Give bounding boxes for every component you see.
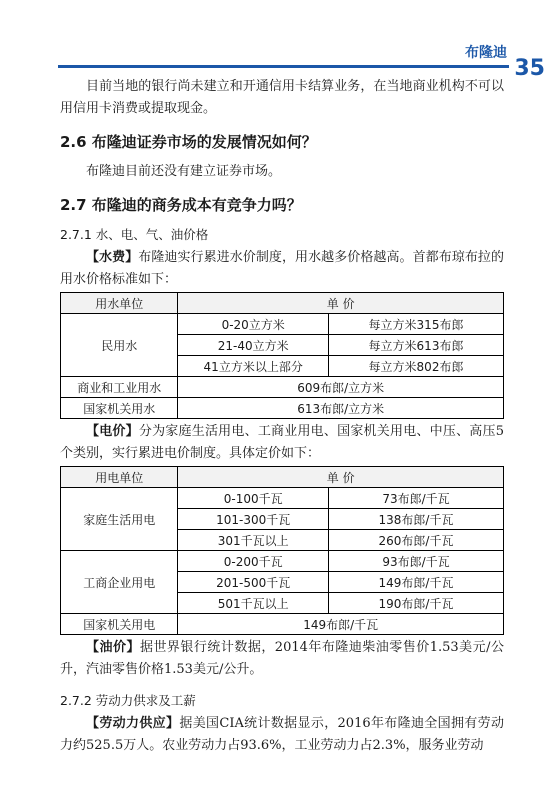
table-row [61,377,504,398]
table-cell: 613布郎/立方米 [178,398,504,419]
table-cell: 201-500千瓦 [178,572,329,593]
table-cell: 国家机关用水 [61,398,178,419]
table-cell: 0-20立方米 [178,314,329,335]
oil-paragraph [60,637,504,681]
table-cell: 73布郎/千瓦 [329,488,504,509]
subsection-2-7-1-title: 2.7.1 水、电、气、油价格 [60,227,209,242]
table-cell: 149布郎/千瓦 [178,614,504,635]
table-header-cell: 单 价 [178,293,504,314]
table-header-row [61,293,504,314]
table-header-row [61,467,504,488]
header-rule [58,65,509,68]
table-row [61,614,504,635]
header-title: 布隆迪 [465,45,507,61]
electricity-price-table [60,466,504,635]
table-cell: 41立方米以上部分 [178,356,329,377]
intro-paragraph: 目前当地的银行尚未建立和开通信用卡结算业务，在当地商业机构不可以用信用卡消费或提取现金。 [60,79,504,116]
table-cell: 501千瓦以上 [178,593,329,614]
table-cell: 民用水 [61,314,178,377]
table-row [61,551,504,572]
oil-text: 据世界银行统计数据，2014年布隆迪柴油零售价1.53美元/公升，汽油零售价格1.53美元/公升。 [60,640,504,677]
table-cell: 101-300千瓦 [178,509,329,530]
table-cell: 商业和工业用水 [61,377,178,398]
electricity-tag: 【电价】 [86,424,139,439]
table-cell: 工商企业用电 [61,551,178,614]
table-cell: 138布郎/千瓦 [329,509,504,530]
table-header-cell: 用水单位 [61,293,178,314]
table-row [61,488,504,509]
table-cell: 93布郎/千瓦 [329,551,504,572]
page-number: 35 [514,56,545,81]
electricity-text: 分为家庭生活用电、工商业用电、国家机关用电、中压、高压5个类别，实行累进电价制度。具体定价如下： [60,424,504,461]
electricity-paragraph [60,421,504,465]
section-2-6-body: 布隆迪目前还没有建立证券市场。 [86,164,282,179]
table-cell: 21-40立方米 [178,335,329,356]
section-2-7-title: 2.7 布隆迪的商务成本有竞争力吗？ [60,196,302,214]
water-tag: 【水费】 [86,250,139,265]
table-cell: 301千瓦以上 [178,530,329,551]
table-cell: 每立方米613布郎 [329,335,504,356]
water-paragraph [60,247,504,291]
table-cell: 190布郎/千瓦 [329,593,504,614]
labor-tag: 【劳动力供应】 [86,716,180,731]
labor-paragraph [60,713,504,757]
labor-text: 据美国CIA统计数据显示，2016年布隆迪全国拥有劳动力约525.5万人。农业劳动力占93.6%，工业劳动力占2.3%，服务业劳动 [60,716,504,753]
oil-tag: 【油价】 [86,640,140,655]
table-cell: 609布郎/立方米 [178,377,504,398]
table-cell: 260布郎/千瓦 [329,530,504,551]
table-cell: 149布郎/千瓦 [329,572,504,593]
table-cell: 国家机关用电 [61,614,178,635]
table-cell: 家庭生活用电 [61,488,178,551]
document-body [60,76,504,757]
section-2-6-title: 2.6 布隆迪证券市场的发展情况如何？ [60,133,317,151]
table-row [61,398,504,419]
table-cell: 0-100千瓦 [178,488,329,509]
table-cell: 0-200千瓦 [178,551,329,572]
table-row [61,314,504,335]
table-cell: 每立方米802布郎 [329,356,504,377]
water-text: 布隆迪实行累进水价制度，用水越多价格越高。首都布琼布拉的用水价格标准如下： [60,250,504,287]
table-cell: 每立方米315布郎 [329,314,504,335]
water-price-table [60,292,504,419]
table-header-cell: 单 价 [178,467,504,488]
table-header-cell: 用电单位 [61,467,178,488]
subsection-2-7-2-title: 2.7.2 劳动力供求及工薪 [60,693,196,708]
